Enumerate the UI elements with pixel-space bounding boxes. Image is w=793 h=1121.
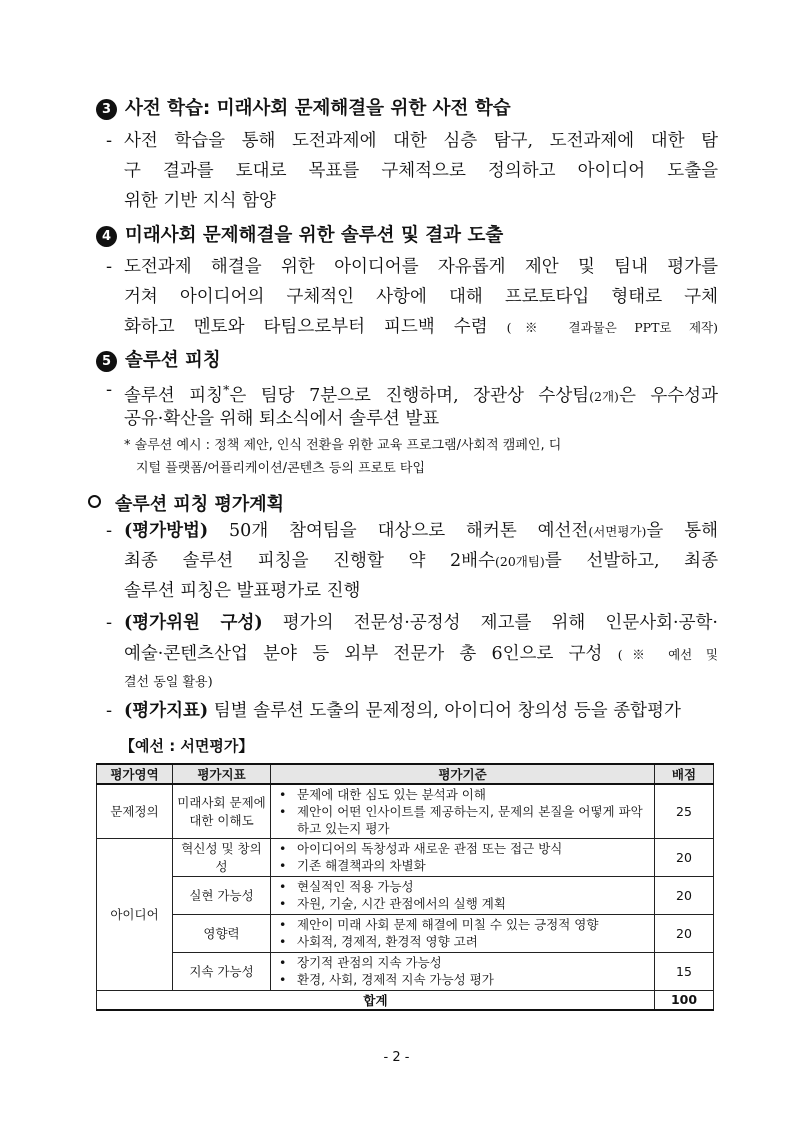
footnote-line-1: * 솔루션 예시 : 정책 제안, 인식 전환을 위한 교육 프로그램/사회적 캠페인, 디	[124, 438, 562, 453]
section-4-line-3-text: 화하고 멘토와 타팀으로부터 피드백 수렴	[124, 317, 488, 337]
method-text: 50개 참여팀을 대상으로 해커톤 예선전	[208, 521, 589, 541]
dash-bullet: -	[106, 379, 113, 400]
dash-bullet: -	[106, 256, 113, 277]
method-line-1	[124, 520, 718, 543]
award-count: (2개)	[589, 388, 619, 404]
number-4-badge: 4	[96, 226, 117, 247]
panel-line-2	[124, 643, 718, 666]
section-5-line-1	[124, 379, 718, 408]
panel-line-1	[124, 612, 718, 634]
footnote-line-2: 지털 플랫폼/어플리케이션/콘텐츠 등의 프로토 타입	[136, 461, 426, 476]
section-4-note: (※ 결과물은 PPT로 제작)	[506, 320, 718, 335]
section-5-title: 솔루션 피칭	[125, 350, 221, 371]
score-cell: 20	[655, 876, 714, 914]
indicator-cell: 혁신성 및 창의성	[173, 838, 271, 876]
area-cell: 문제정의	[97, 784, 173, 838]
table-title: 【예선 : 서면평가】	[120, 737, 254, 755]
method-text-2-end: 를 선발하고, 최종	[544, 551, 718, 571]
panel-note: (※ 예선 및	[617, 647, 718, 662]
score-cell: 20	[655, 914, 714, 952]
criteria-item: • 문제에 대한 심도 있는 분석과 이해	[275, 786, 650, 803]
method-text-end: 을 통해	[646, 521, 719, 541]
table-header-row	[97, 764, 714, 784]
method-note-2: (20개팀)	[495, 554, 545, 569]
area-cell: 아이디어	[97, 838, 173, 990]
table-row	[97, 914, 714, 952]
method-line-3: 솔루션 피칭은 발표평가로 진행	[124, 581, 361, 601]
section-4-line-3	[124, 316, 718, 339]
criteria-item: • 아이디어의 독창성과 새로운 관점 또는 접근 방식	[275, 840, 650, 857]
indicator-cell: 영향력	[173, 914, 271, 952]
criteria-item: • 환경, 사회, 경제적 지속 가능성 평가	[275, 971, 650, 988]
criteria-item: • 자원, 기술, 시간 관점에서의 실행 계획	[275, 895, 650, 912]
pitch-text-end: 은 우수성과	[618, 385, 718, 406]
pitch-text: 솔루션 피칭	[124, 385, 224, 406]
section-4-title: 미래사회 문제해결을 위한 솔루션 및 결과 도출	[125, 225, 504, 246]
number-3-badge: 3	[96, 99, 117, 120]
panel-label: (평가위원 구성)	[124, 613, 263, 633]
header-area: 평가영역	[97, 764, 173, 784]
criteria-cell	[271, 838, 655, 876]
section-4-line-1: 도전과제 해결을 위한 아이디어를 자유롭게 제안 및 팀내 평가를	[124, 257, 718, 277]
dash-bullet: -	[106, 700, 113, 721]
number-5-badge: 5	[96, 351, 117, 372]
table-row	[97, 952, 714, 990]
header-criteria: 평가기준	[271, 764, 655, 784]
dash-bullet: -	[106, 130, 113, 151]
total-row	[97, 990, 714, 1010]
table-row	[97, 784, 714, 838]
pitch-plan-title: 솔루션 피칭 평가계획	[115, 494, 285, 515]
method-text-2: 최종 솔루션 피칭을 진행할 약 2배수	[124, 551, 495, 571]
circle-bullet-icon	[88, 495, 101, 508]
criteria-item: • 기존 해결책과의 차별화	[275, 857, 650, 874]
criteria-cell	[271, 876, 655, 914]
index-line-1	[124, 700, 718, 722]
criteria-item: • 사회적, 경제적, 환경적 영향 고려	[275, 933, 650, 950]
header-score: 배점	[655, 764, 714, 784]
table-row	[97, 838, 714, 876]
pitch-plan-heading	[88, 490, 284, 516]
section-3-line-2: 구 결과를 토대로 목표를 구체적으로 정의하고 아이디어 도출을	[124, 161, 718, 181]
criteria-item: • 제안이 어떤 인사이트를 제공하는지, 문제의 본질을 어떻게 파악하고 있는지 평가	[275, 803, 650, 837]
page-number: - 2 -	[383, 1050, 410, 1065]
index-text: 팀별 솔루션 도출의 문제정의, 아이디어 창의성 등을 종합평가	[208, 701, 681, 721]
total-label: 합계	[97, 990, 655, 1010]
section-4-heading	[96, 221, 503, 247]
panel-line-3: 결선 동일 활용)	[124, 675, 213, 690]
dash-bullet: -	[106, 612, 113, 633]
section-3-title: 사전 학습: 미래사회 문제해결을 위한 사전 학습	[125, 98, 511, 119]
section-3-line-3: 위한 기반 지식 함양	[124, 191, 276, 211]
method-line-2	[124, 550, 718, 573]
section-5-heading	[96, 346, 221, 372]
section-3-heading	[96, 94, 511, 120]
panel-text-2: 예술·콘텐츠산업 분야 등 외부 전문가 총 6인으로 구성	[124, 644, 603, 664]
dash-bullet: -	[106, 520, 113, 541]
total-score: 100	[655, 990, 714, 1010]
panel-text: 평가의 전문성·공정성 제고를 위해 인문사회·공학·	[262, 613, 718, 633]
score-cell: 15	[655, 952, 714, 990]
criteria-cell	[271, 952, 655, 990]
score-cell: 20	[655, 838, 714, 876]
criteria-cell	[271, 784, 655, 838]
footnote-marker: *	[223, 382, 230, 397]
pitch-text-continued: 은 팀당 7분으로 진행하며, 장관상 수상팀	[229, 385, 590, 406]
index-label: (평가지표)	[124, 701, 209, 721]
criteria-item: • 현실적인 적용 가능성	[275, 878, 650, 895]
table-row	[97, 876, 714, 914]
header-indicator: 평가지표	[173, 764, 271, 784]
indicator-cell: 미래사회 문제에 대한 이해도	[173, 784, 271, 838]
section-4-line-2: 거쳐 아이디어의 구체적인 사항에 대해 프로토타입 형태로 구체	[124, 287, 718, 307]
method-note: (서면평가)	[588, 524, 647, 539]
section-3-line-1: 사전 학습을 통해 도전과제에 대한 심층 탐구, 도전과제에 대한 탐	[124, 131, 718, 151]
criteria-item: • 제안이 미래 사회 문제 해결에 미칠 수 있는 긍정적 영향	[275, 916, 650, 933]
indicator-cell: 지속 가능성	[173, 952, 271, 990]
score-cell: 25	[655, 784, 714, 838]
criteria-cell	[271, 914, 655, 952]
method-label: (평가방법)	[124, 521, 209, 541]
section-5-line-2: 공유·확산을 위해 퇴소식에서 솔루션 발표	[124, 409, 440, 429]
evaluation-table	[96, 763, 714, 1011]
indicator-cell: 실현 가능성	[173, 876, 271, 914]
criteria-item: • 장기적 관점의 지속 가능성	[275, 954, 650, 971]
